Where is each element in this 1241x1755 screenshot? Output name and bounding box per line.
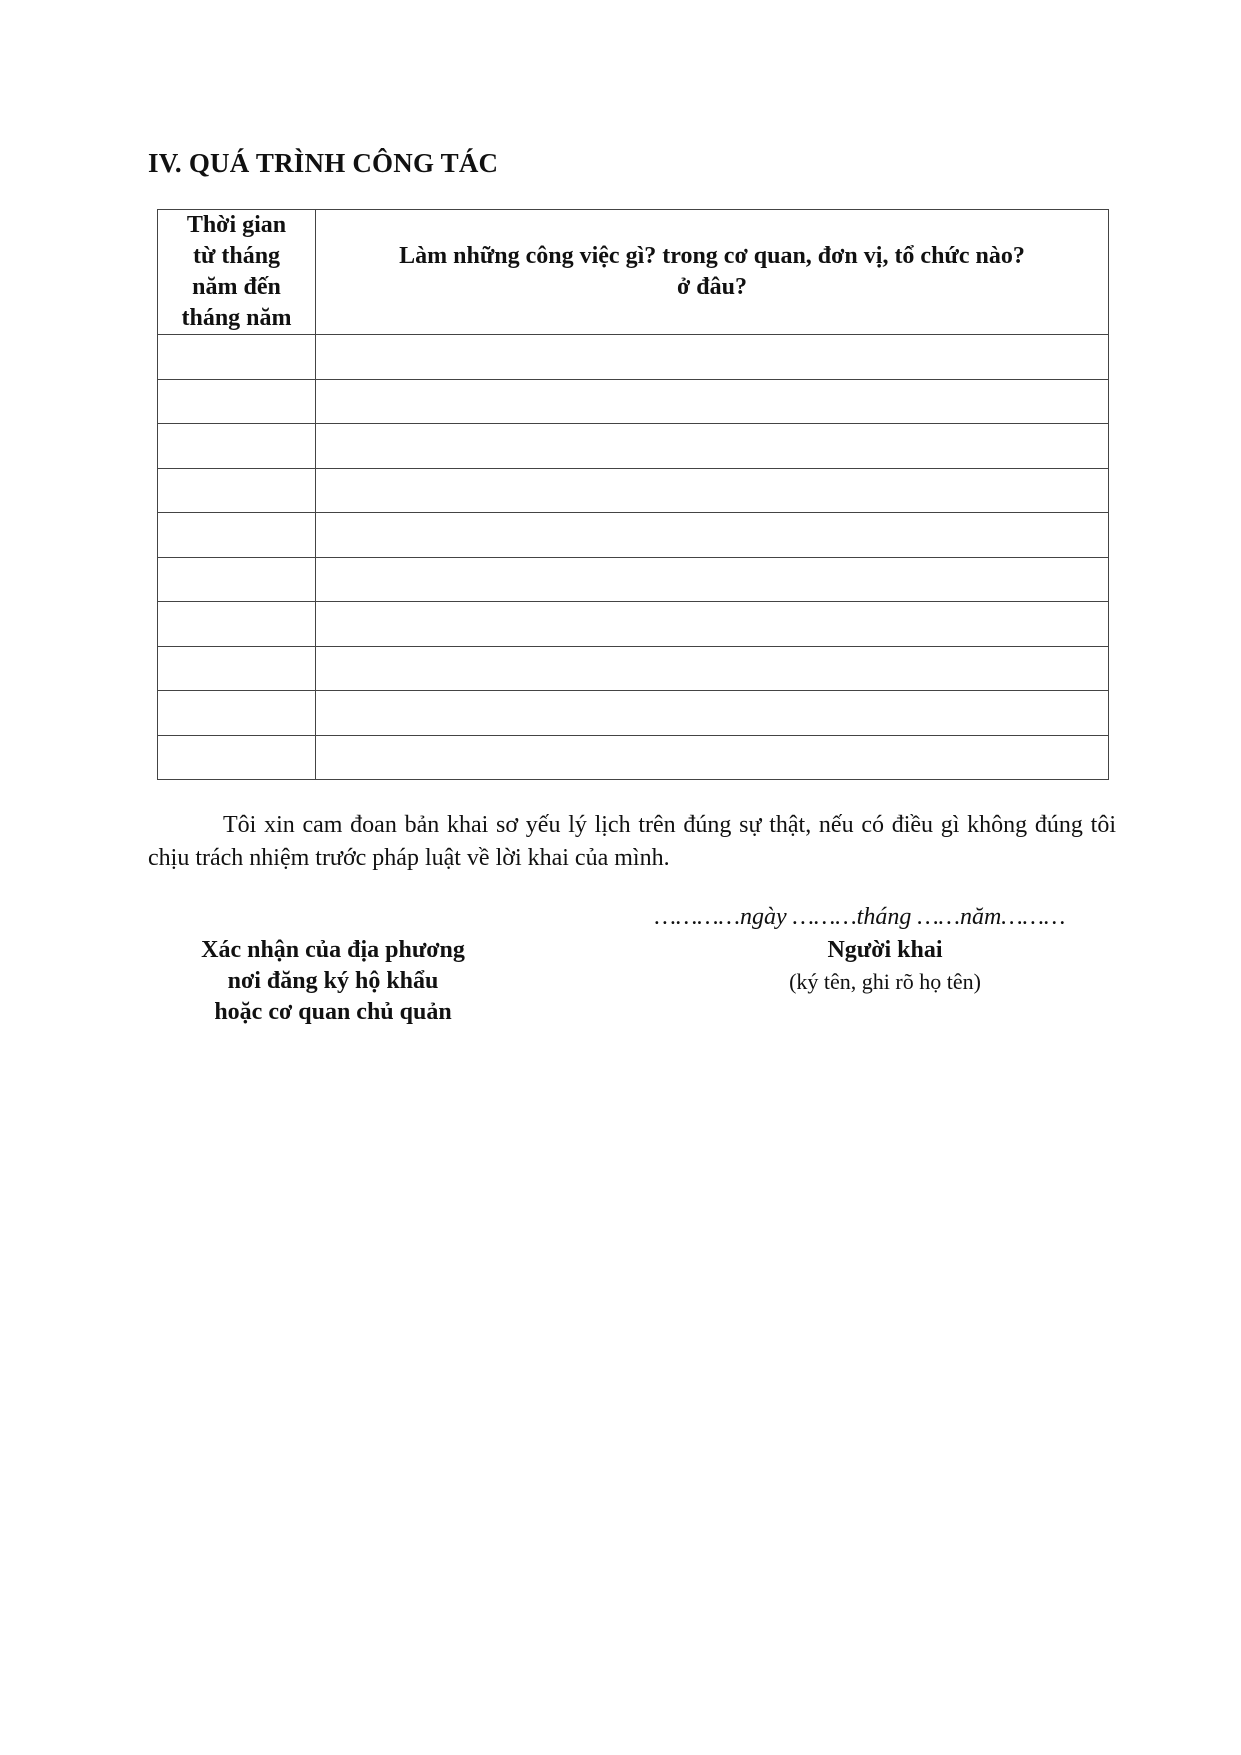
table-row	[158, 424, 1109, 469]
work-cell[interactable]	[316, 379, 1109, 424]
time-cell[interactable]	[158, 379, 316, 424]
table-header-row	[158, 210, 1109, 335]
table-row	[158, 602, 1109, 647]
time-cell[interactable]	[158, 424, 316, 469]
section-title: IV. QUÁ TRÌNH CÔNG TÁC	[148, 148, 499, 178]
table-row	[158, 379, 1109, 424]
date-line: …………ngày ………tháng ……năm………	[654, 904, 1066, 930]
work-cell[interactable]	[316, 691, 1109, 736]
table-row	[158, 335, 1109, 380]
work-cell[interactable]	[316, 557, 1109, 602]
time-cell[interactable]	[158, 646, 316, 691]
declarant-signature-note: (ký tên, ghi rõ họ tên)	[789, 969, 981, 994]
header-time-period: Thời gian từ tháng năm đến tháng năm	[158, 210, 316, 335]
time-cell[interactable]	[158, 557, 316, 602]
time-cell[interactable]	[158, 513, 316, 558]
table-row	[158, 468, 1109, 513]
time-cell[interactable]	[158, 602, 316, 647]
time-cell[interactable]	[158, 335, 316, 380]
table-row	[158, 513, 1109, 558]
work-cell[interactable]	[316, 602, 1109, 647]
work-cell[interactable]	[316, 646, 1109, 691]
work-history-table	[157, 209, 1109, 780]
table-row	[158, 691, 1109, 736]
confirmation-line: hoặc cơ quan chủ quản	[214, 999, 452, 1025]
time-cell[interactable]	[158, 691, 316, 736]
time-cell[interactable]	[158, 468, 316, 513]
confirmation-line: Xác nhận của địa phương	[201, 937, 465, 963]
work-cell[interactable]	[316, 424, 1109, 469]
table-row	[158, 557, 1109, 602]
table-row	[158, 646, 1109, 691]
local-confirmation-block	[160, 935, 506, 1028]
work-cell[interactable]	[316, 335, 1109, 380]
header-work-description: Làm những công việc gì? trong cơ quan, đơn vị, tổ chức nào? ở đâu?	[316, 210, 1109, 335]
time-cell[interactable]	[158, 735, 316, 780]
work-cell[interactable]	[316, 468, 1109, 513]
work-cell[interactable]	[316, 513, 1109, 558]
pledge-paragraph: Tôi xin cam đoan bản khai sơ yếu lý lịch trên đúng sự thật, nếu có điều gì không đúng tôi chịu trách nhiệm trước pháp luật về lời khai của mình.	[148, 812, 1116, 871]
declarant-title: Người khai	[827, 937, 943, 963]
table-row	[158, 735, 1109, 780]
confirmation-line: nơi đăng ký hộ khẩu	[227, 968, 439, 994]
work-cell[interactable]	[316, 735, 1109, 780]
